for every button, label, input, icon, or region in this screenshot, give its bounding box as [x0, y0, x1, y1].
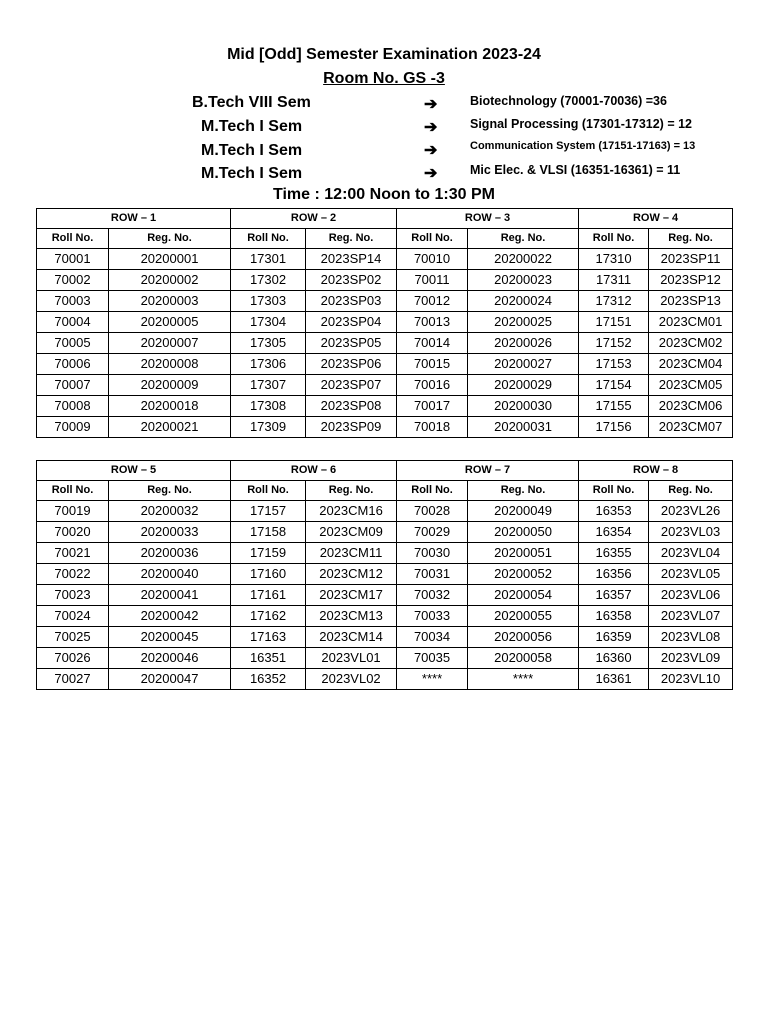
reg-no-cell: 2023SP09: [306, 417, 397, 438]
roll-no-cell: 17156: [579, 417, 649, 438]
reg-no-cell: 2023SP14: [306, 249, 397, 270]
roll-no-cell: ****: [397, 669, 468, 690]
reg-no-cell: 2023SP02: [306, 270, 397, 291]
row-group-header: ROW – 5: [37, 461, 231, 481]
roll-no-cell: 70026: [37, 648, 109, 669]
reg-no-cell: 2023CM13: [306, 606, 397, 627]
table-row: [37, 417, 733, 438]
reg-no-cell: 20200058: [468, 648, 579, 669]
reg-no-cell: 20200018: [109, 396, 231, 417]
roll-no-cell: 70008: [37, 396, 109, 417]
roll-no-cell: 70017: [397, 396, 468, 417]
reg-no-cell: 20200056: [468, 627, 579, 648]
table-row: [37, 312, 733, 333]
reg-no-cell: 2023SP08: [306, 396, 397, 417]
reg-no-cell: 2023SP03: [306, 291, 397, 312]
roll-no-cell: 17308: [231, 396, 306, 417]
roll-no-cell: 16361: [579, 669, 649, 690]
roll-no-cell: 70004: [37, 312, 109, 333]
roll-no-cell: 70005: [37, 333, 109, 354]
group-header-row: [37, 209, 733, 229]
roll-no-cell: 70013: [397, 312, 468, 333]
roll-no-cell: 70006: [37, 354, 109, 375]
roll-no-cell: 17161: [231, 585, 306, 606]
roll-no-cell: 17157: [231, 501, 306, 522]
reg-no-cell: 2023SP07: [306, 375, 397, 396]
reg-no-cell: 2023CM04: [649, 354, 733, 375]
reg-no-cell: 2023SP04: [306, 312, 397, 333]
program-course-4: M.Tech I Sem: [201, 165, 303, 182]
roll-no-cell: 17306: [231, 354, 306, 375]
roll-no-cell: 70035: [397, 648, 468, 669]
reg-no-cell: 2023SP11: [649, 249, 733, 270]
reg-no-cell: 20200050: [468, 522, 579, 543]
row-group-header: ROW – 4: [579, 209, 733, 229]
reg-no-cell: 2023CM07: [649, 417, 733, 438]
roll-no-cell: 70024: [37, 606, 109, 627]
reg-no-cell: 20200005: [109, 312, 231, 333]
reg-no-cell: 2023CM01: [649, 312, 733, 333]
roll-no-cell: 70034: [397, 627, 468, 648]
reg-no-header: Reg. No.: [306, 481, 397, 501]
reg-no-cell: 20200049: [468, 501, 579, 522]
reg-no-cell: 20200025: [468, 312, 579, 333]
roll-no-cell: 70020: [37, 522, 109, 543]
roll-no-cell: 70016: [397, 375, 468, 396]
roll-no-header: Roll No.: [231, 481, 306, 501]
arrow-icon: ➔: [424, 96, 438, 113]
roll-no-cell: 70027: [37, 669, 109, 690]
row-group-header: ROW – 2: [231, 209, 397, 229]
reg-no-cell: 20200046: [109, 648, 231, 669]
roll-no-cell: 16351: [231, 648, 306, 669]
roll-no-cell: 70029: [397, 522, 468, 543]
reg-no-cell: 2023CM17: [306, 585, 397, 606]
reg-no-cell: 2023CM09: [306, 522, 397, 543]
roll-no-cell: 70011: [397, 270, 468, 291]
roll-no-cell: 17159: [231, 543, 306, 564]
reg-no-cell: 2023SP05: [306, 333, 397, 354]
arrow-icon: ➔: [424, 142, 438, 159]
reg-no-cell: 20200036: [109, 543, 231, 564]
reg-no-cell: 2023VL09: [649, 648, 733, 669]
roll-no-cell: 70001: [37, 249, 109, 270]
reg-no-cell: 2023VL06: [649, 585, 733, 606]
table-row: [37, 543, 733, 564]
reg-no-cell: 2023VL02: [306, 669, 397, 690]
roll-no-cell: 17153: [579, 354, 649, 375]
reg-no-header: Reg. No.: [468, 481, 579, 501]
roll-no-cell: 17312: [579, 291, 649, 312]
reg-no-cell: 20200023: [468, 270, 579, 291]
roll-no-header: Roll No.: [37, 481, 109, 501]
reg-no-cell: 2023VL01: [306, 648, 397, 669]
reg-no-header: Reg. No.: [109, 481, 231, 501]
table-row: [37, 522, 733, 543]
reg-no-cell: 2023VL05: [649, 564, 733, 585]
reg-no-cell: 2023CM16: [306, 501, 397, 522]
seating-table-rows-1-4: [36, 208, 733, 438]
roll-no-cell: 16355: [579, 543, 649, 564]
roll-no-cell: 16352: [231, 669, 306, 690]
column-header-row: [37, 481, 733, 501]
roll-no-cell: 16353: [579, 501, 649, 522]
roll-no-cell: 70023: [37, 585, 109, 606]
reg-no-cell: 20200052: [468, 564, 579, 585]
roll-no-cell: 70021: [37, 543, 109, 564]
seating-table-rows-5-8: [36, 460, 733, 690]
roll-no-header: Roll No.: [231, 229, 306, 249]
reg-no-cell: 20200021: [109, 417, 231, 438]
row-group-header: ROW – 6: [231, 461, 397, 481]
table-row: [37, 564, 733, 585]
program-detail-1: Biotechnology (70001-70036) =36: [470, 94, 667, 108]
row-group-header: ROW – 1: [37, 209, 231, 229]
table-row: [37, 585, 733, 606]
reg-no-cell: 2023CM02: [649, 333, 733, 354]
table-row: [37, 249, 733, 270]
roll-no-cell: 17151: [579, 312, 649, 333]
roll-no-cell: 16354: [579, 522, 649, 543]
reg-no-cell: 20200047: [109, 669, 231, 690]
roll-no-cell: 17158: [231, 522, 306, 543]
reg-no-header: Reg. No.: [649, 229, 733, 249]
reg-no-cell: 2023VL04: [649, 543, 733, 564]
arrow-icon: ➔: [424, 165, 438, 182]
reg-no-cell: 20200055: [468, 606, 579, 627]
roll-no-cell: 70002: [37, 270, 109, 291]
reg-no-cell: 20200054: [468, 585, 579, 606]
table-row: [37, 396, 733, 417]
reg-no-cell: 2023CM12: [306, 564, 397, 585]
roll-no-cell: 17162: [231, 606, 306, 627]
roll-no-header: Roll No.: [579, 229, 649, 249]
roll-no-cell: 16356: [579, 564, 649, 585]
reg-no-cell: 20200026: [468, 333, 579, 354]
table-row: [37, 627, 733, 648]
roll-no-cell: 70009: [37, 417, 109, 438]
exam-title: Mid [Odd] Semester Examination 2023-24: [227, 46, 541, 63]
reg-no-cell: 20200051: [468, 543, 579, 564]
reg-no-cell: 20200007: [109, 333, 231, 354]
roll-no-cell: 70022: [37, 564, 109, 585]
reg-no-cell: 2023SP12: [649, 270, 733, 291]
table-row: [37, 354, 733, 375]
reg-no-header: Reg. No.: [109, 229, 231, 249]
reg-no-cell: 20200003: [109, 291, 231, 312]
reg-no-cell: 2023CM06: [649, 396, 733, 417]
room-number: [0, 70, 768, 88]
roll-no-header: Roll No.: [579, 481, 649, 501]
roll-no-cell: 70033: [397, 606, 468, 627]
roll-no-cell: 17152: [579, 333, 649, 354]
table-row: [37, 648, 733, 669]
program-course-1: B.Tech VIII Sem: [192, 94, 311, 111]
table-row: [37, 270, 733, 291]
roll-no-cell: 17301: [231, 249, 306, 270]
roll-no-cell: 70031: [397, 564, 468, 585]
reg-no-cell: 2023CM14: [306, 627, 397, 648]
program-detail-2: Signal Processing (17301-17312) = 12: [470, 117, 692, 131]
roll-no-cell: 70025: [37, 627, 109, 648]
roll-no-cell: 17163: [231, 627, 306, 648]
reg-no-cell: 2023VL07: [649, 606, 733, 627]
row-group-header: ROW – 8: [579, 461, 733, 481]
reg-no-cell: 20200033: [109, 522, 231, 543]
reg-no-cell: 2023SP06: [306, 354, 397, 375]
roll-no-cell: 70012: [397, 291, 468, 312]
table-row: [37, 501, 733, 522]
roll-no-cell: 17154: [579, 375, 649, 396]
reg-no-cell: 20200008: [109, 354, 231, 375]
reg-no-cell: 20200032: [109, 501, 231, 522]
group-header-row: [37, 461, 733, 481]
reg-no-cell: 20200029: [468, 375, 579, 396]
roll-no-cell: 17307: [231, 375, 306, 396]
reg-no-header: Reg. No.: [649, 481, 733, 501]
reg-no-cell: 20200031: [468, 417, 579, 438]
roll-no-cell: 16357: [579, 585, 649, 606]
reg-no-cell: 2023CM05: [649, 375, 733, 396]
exam-time: Time : 12:00 Noon to 1:30 PM: [273, 186, 495, 203]
arrow-icon: ➔: [424, 119, 438, 136]
roll-no-cell: 70032: [397, 585, 468, 606]
roll-no-cell: 17311: [579, 270, 649, 291]
roll-no-cell: 17310: [579, 249, 649, 270]
roll-no-cell: 70030: [397, 543, 468, 564]
reg-no-header: Reg. No.: [306, 229, 397, 249]
reg-no-cell: 20200002: [109, 270, 231, 291]
roll-no-header: Roll No.: [37, 229, 109, 249]
program-course-2: M.Tech I Sem: [201, 118, 303, 135]
room-number-text: Room No. GS -3: [323, 70, 445, 87]
roll-no-cell: 16359: [579, 627, 649, 648]
roll-no-cell: 17303: [231, 291, 306, 312]
roll-no-header: Roll No.: [397, 481, 468, 501]
program-course-3: M.Tech I Sem: [201, 142, 303, 159]
roll-no-header: Roll No.: [397, 229, 468, 249]
row-group-header: ROW – 3: [397, 209, 579, 229]
reg-no-cell: 20200027: [468, 354, 579, 375]
reg-no-cell: 2023SP13: [649, 291, 733, 312]
column-header-row: [37, 229, 733, 249]
roll-no-cell: 70003: [37, 291, 109, 312]
roll-no-cell: 70015: [397, 354, 468, 375]
reg-no-cell: 2023VL26: [649, 501, 733, 522]
reg-no-cell: 20200045: [109, 627, 231, 648]
program-detail-4: Mic Elec. & VLSI (16351-16361) = 11: [470, 163, 681, 177]
table-row: [37, 669, 733, 690]
roll-no-cell: 70007: [37, 375, 109, 396]
reg-no-cell: 20200040: [109, 564, 231, 585]
reg-no-cell: 20200001: [109, 249, 231, 270]
reg-no-cell: 20200041: [109, 585, 231, 606]
reg-no-cell: 2023VL03: [649, 522, 733, 543]
reg-no-cell: 20200030: [468, 396, 579, 417]
table-row: [37, 606, 733, 627]
roll-no-cell: 70028: [397, 501, 468, 522]
roll-no-cell: 16360: [579, 648, 649, 669]
roll-no-cell: 17155: [579, 396, 649, 417]
reg-no-cell: 20200022: [468, 249, 579, 270]
reg-no-cell: 2023VL10: [649, 669, 733, 690]
reg-no-cell: 20200009: [109, 375, 231, 396]
row-group-header: ROW – 7: [397, 461, 579, 481]
program-detail-3: Communication System (17151-17163) = 13: [470, 140, 696, 152]
reg-no-cell: 2023VL08: [649, 627, 733, 648]
roll-no-cell: 17305: [231, 333, 306, 354]
roll-no-cell: 70019: [37, 501, 109, 522]
table-row: [37, 333, 733, 354]
roll-no-cell: 17160: [231, 564, 306, 585]
reg-no-cell: 20200042: [109, 606, 231, 627]
reg-no-cell: 20200024: [468, 291, 579, 312]
roll-no-cell: 17304: [231, 312, 306, 333]
roll-no-cell: 70018: [397, 417, 468, 438]
roll-no-cell: 70014: [397, 333, 468, 354]
roll-no-cell: 16358: [579, 606, 649, 627]
roll-no-cell: 17302: [231, 270, 306, 291]
table-row: [37, 375, 733, 396]
reg-no-header: Reg. No.: [468, 229, 579, 249]
reg-no-cell: ****: [468, 669, 579, 690]
reg-no-cell: 2023CM11: [306, 543, 397, 564]
roll-no-cell: 70010: [397, 249, 468, 270]
table-row: [37, 291, 733, 312]
roll-no-cell: 17309: [231, 417, 306, 438]
